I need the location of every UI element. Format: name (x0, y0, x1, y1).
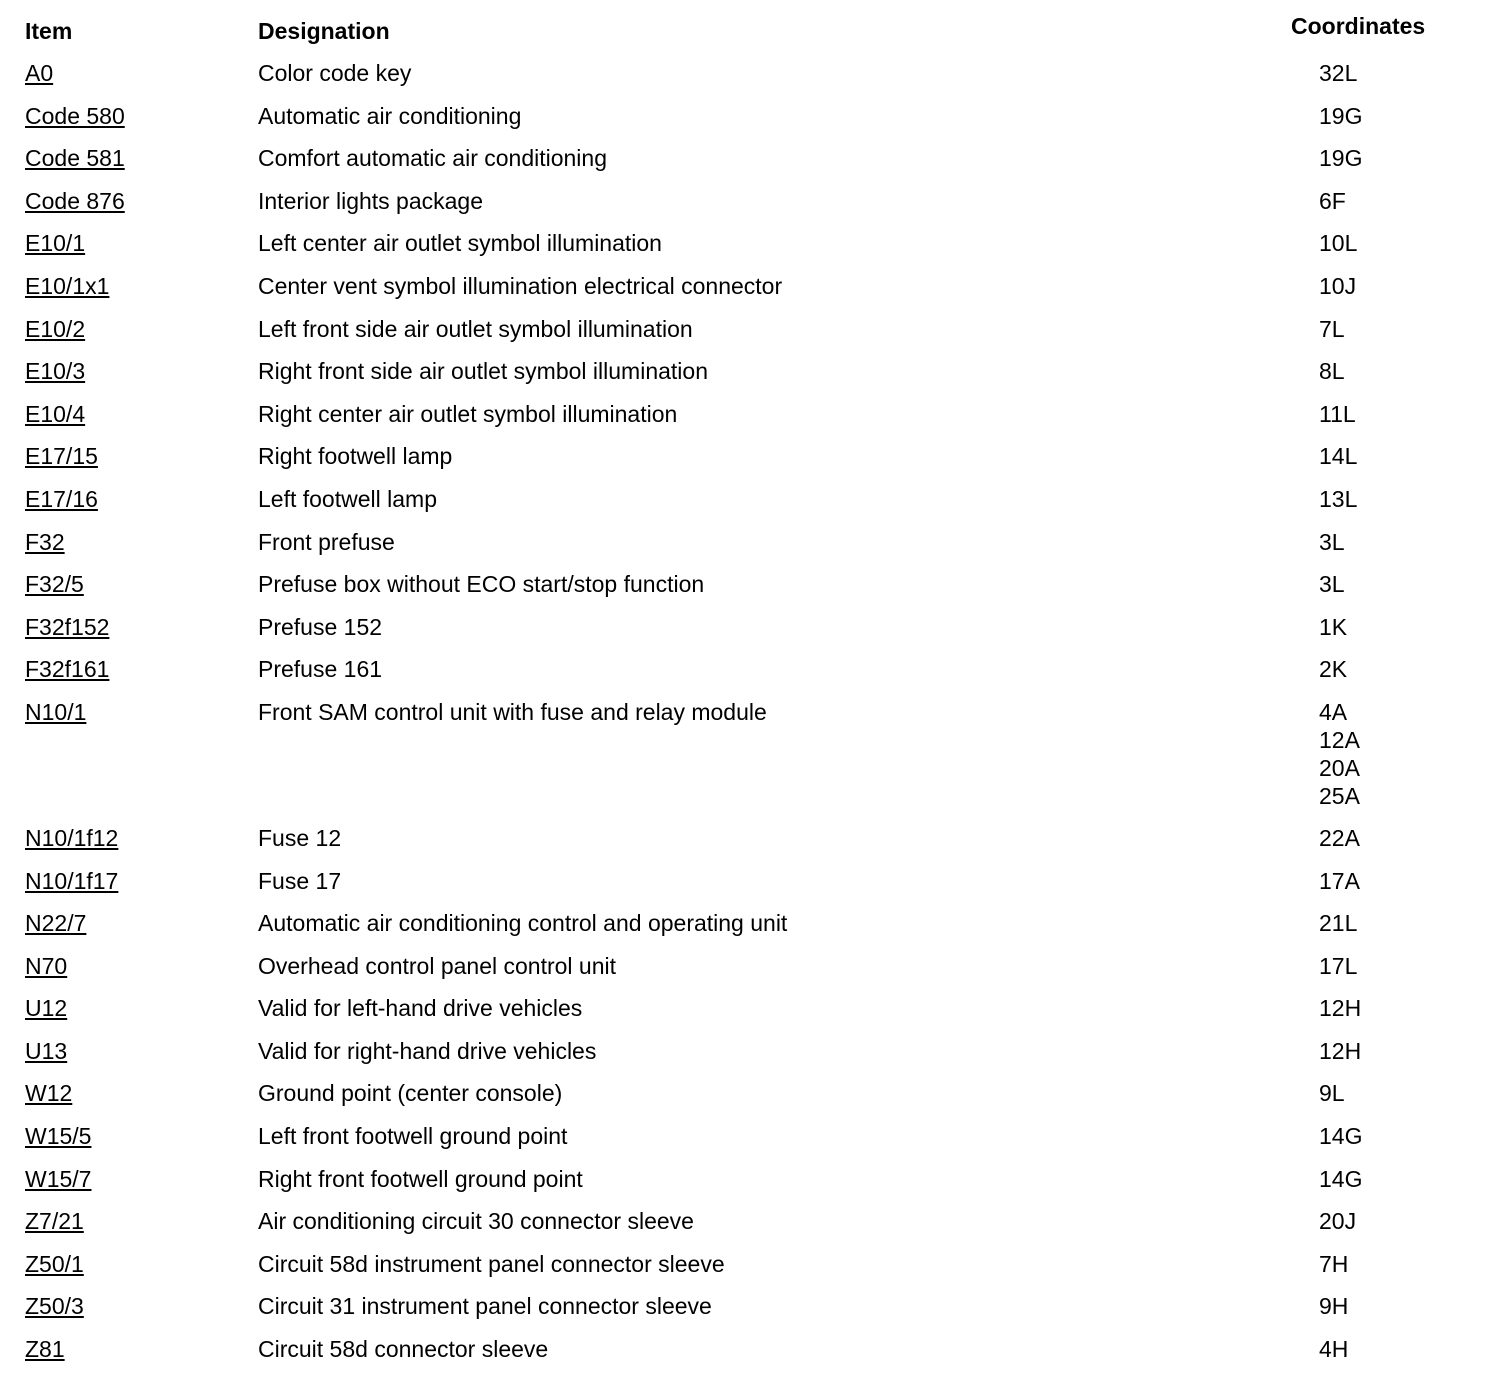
table-row (0, 355, 1504, 398)
designation-text: Ground point (center console) (258, 1080, 563, 1107)
coordinate-value: 32L (1319, 60, 1358, 86)
header-coordinates: Coordinates (1291, 13, 1426, 39)
table-row (0, 568, 1504, 611)
coordinate-value: 9H (1319, 1293, 1349, 1320)
coordinate-value: 7L (1319, 315, 1345, 342)
coordinates-cell (1319, 1250, 1348, 1278)
table-row (0, 1035, 1504, 1078)
table-row (0, 653, 1504, 696)
item-link[interactable]: E10/2 (25, 315, 86, 342)
table-row (0, 1333, 1504, 1376)
item-link[interactable]: F32f161 (25, 656, 110, 683)
coordinates-cell (1319, 1122, 1362, 1150)
coordinate-value: 20A (1319, 754, 1360, 781)
coordinates-cell (1319, 442, 1357, 470)
coordinate-value: 22A (1319, 824, 1360, 851)
item-link[interactable]: U13 (25, 1037, 68, 1064)
coordinates-cell (1319, 59, 1357, 87)
designation-text: Right center air outlet symbol illumination (258, 400, 678, 427)
item-link[interactable]: E10/4 (25, 400, 86, 427)
coordinates-cell (1319, 867, 1360, 895)
table-row (0, 696, 1504, 822)
designation-text: Left footwell lamp (258, 485, 437, 512)
item-link[interactable]: F32f152 (25, 613, 110, 640)
table-row (0, 100, 1504, 143)
coordinate-value: 25A (1319, 782, 1360, 809)
designation-text: Left front side air outlet symbol illumination (258, 315, 693, 342)
coordinate-value: 13L (1319, 485, 1358, 512)
designation-text: Circuit 31 instrument panel connector sleeve (258, 1293, 712, 1320)
coordinate-value: 3L (1319, 528, 1345, 555)
coordinate-value: 3L (1319, 571, 1345, 598)
table-row (0, 907, 1504, 950)
item-link[interactable]: Z81 (25, 1336, 65, 1363)
designation-text: Right front footwell ground point (258, 1165, 583, 1192)
coordinates-cell (1319, 315, 1345, 343)
coordinates-cell (1319, 952, 1357, 980)
coordinates-cell (1319, 909, 1357, 937)
table-row (0, 1205, 1504, 1248)
coordinate-value: 12H (1319, 995, 1362, 1022)
designation-text: Center vent symbol illumination electrical connector (258, 272, 783, 299)
item-link[interactable]: E10/1x1 (25, 272, 110, 299)
coordinate-value: 7H (1319, 1250, 1349, 1277)
designation-text: Front SAM control unit with fuse and relay module (258, 698, 767, 725)
item-link[interactable]: W15/7 (25, 1165, 92, 1192)
designation-text: Interior lights package (258, 187, 484, 214)
designation-text: Fuse 17 (258, 867, 342, 894)
designation-text: Color code key (258, 60, 412, 86)
table-row (0, 185, 1504, 228)
table-row (0, 142, 1504, 185)
coordinate-value: 12H (1319, 1037, 1362, 1064)
coordinates-cell (1319, 528, 1345, 556)
coordinates-cell (1319, 824, 1360, 852)
item-link[interactable]: N10/1f12 (25, 824, 119, 851)
table-row (0, 313, 1504, 356)
coordinate-value: 8L (1319, 358, 1345, 385)
designation-text: Valid for right-hand drive vehicles (258, 1037, 597, 1064)
component-table (0, 57, 1504, 1376)
item-link[interactable]: W12 (25, 1080, 73, 1107)
designation-text: Comfort automatic air conditioning (258, 145, 607, 172)
coordinate-value: 20J (1319, 1208, 1357, 1235)
table-row (0, 57, 1504, 100)
item-link[interactable]: U12 (25, 995, 68, 1022)
item-link[interactable]: Z7/21 (25, 1208, 84, 1235)
table-row (0, 992, 1504, 1035)
coordinates-cell (1319, 994, 1361, 1022)
coordinate-value: 10J (1319, 272, 1357, 299)
coordinate-value: 10L (1319, 230, 1358, 257)
coordinate-value: 11L (1319, 400, 1356, 427)
item-link[interactable]: N10/1 (25, 698, 87, 725)
designation-text: Circuit 58d instrument panel connector sleeve (258, 1250, 725, 1277)
item-link[interactable]: Z50/1 (25, 1250, 84, 1277)
table-row (0, 1163, 1504, 1206)
table-row (0, 1290, 1504, 1333)
item-link[interactable]: W15/5 (25, 1123, 92, 1150)
coordinate-value: 2K (1319, 656, 1348, 683)
table-header (0, 0, 1504, 60)
designation-text: Automatic air conditioning control and operating unit (258, 910, 788, 937)
item-link[interactable]: E17/15 (25, 443, 98, 470)
designation-text: Prefuse 161 (258, 656, 383, 683)
coordinate-value: 6F (1319, 187, 1346, 214)
coordinate-value: 17A (1319, 867, 1360, 894)
item-link[interactable]: F32 (25, 528, 65, 555)
coordinates-cell (1319, 655, 1347, 683)
table-row (0, 483, 1504, 526)
coordinates-cell (1319, 400, 1356, 428)
item-link[interactable]: Code 581 (25, 145, 125, 172)
coordinates-cell (1319, 1292, 1348, 1320)
coordinate-value: 19G (1319, 102, 1363, 129)
item-link[interactable]: E10/1 (25, 230, 86, 257)
designation-text: Circuit 58d connector sleeve (258, 1336, 549, 1363)
table-row (0, 398, 1504, 441)
item-link[interactable]: Code 876 (25, 187, 125, 214)
coordinate-value: 12A (1319, 726, 1360, 753)
designation-text: Prefuse box without ECO start/stop function (258, 571, 705, 598)
designation-text: Prefuse 152 (258, 613, 383, 640)
coordinate-value: 4H (1319, 1336, 1349, 1363)
item-link[interactable]: A0 (25, 60, 54, 86)
coordinates-cell (1319, 102, 1362, 130)
item-link[interactable]: N10/1f17 (25, 867, 119, 894)
table-row (0, 611, 1504, 654)
designation-text: Valid for left-hand drive vehicles (258, 995, 583, 1022)
coordinate-value: 1K (1319, 613, 1348, 640)
coordinate-value: 9L (1319, 1080, 1345, 1107)
table-row (0, 270, 1504, 313)
table-row (0, 865, 1504, 908)
item-link[interactable]: Z50/3 (25, 1293, 84, 1320)
coordinates-cell (1319, 570, 1345, 598)
table-row (0, 822, 1504, 865)
coordinates-cell (1319, 613, 1347, 641)
table-row (0, 440, 1504, 483)
coordinate-value: 14L (1319, 443, 1358, 470)
coordinate-value: 14G (1319, 1123, 1363, 1150)
table-row (0, 526, 1504, 569)
coordinate-value: 4A (1319, 698, 1348, 725)
designation-text: Left front footwell ground point (258, 1123, 568, 1150)
designation-text: Automatic air conditioning (258, 102, 522, 129)
coordinate-value: 17L (1319, 952, 1358, 979)
designation-text: Left center air outlet symbol illumination (258, 230, 662, 257)
coordinates-cell (1319, 187, 1346, 215)
item-link[interactable]: N70 (25, 952, 68, 979)
coordinates-cell (1319, 1207, 1356, 1235)
designation-text: Front prefuse (258, 528, 395, 555)
coordinates-cell (1319, 229, 1357, 257)
coordinates-cell (1319, 1037, 1361, 1065)
coordinates-cell (1319, 698, 1360, 810)
coordinate-value: 19G (1319, 145, 1363, 172)
item-link[interactable]: Code 580 (25, 102, 125, 129)
item-link[interactable]: E10/3 (25, 358, 86, 385)
designation-text: Right footwell lamp (258, 443, 453, 470)
item-link[interactable]: F32/5 (25, 571, 84, 598)
coordinates-cell (1319, 1165, 1362, 1193)
designation-text: Fuse 12 (258, 824, 342, 851)
table-row (0, 1120, 1504, 1163)
coordinates-cell (1319, 272, 1356, 300)
table-row (0, 950, 1504, 993)
coordinates-cell (1319, 357, 1345, 385)
header-designation: Designation (258, 18, 390, 44)
coordinate-value: 14G (1319, 1165, 1363, 1192)
coordinate-value: 21L (1319, 910, 1358, 937)
coordinates-cell (1319, 1079, 1345, 1107)
table-row (0, 227, 1504, 270)
coordinates-cell (1319, 485, 1357, 513)
coordinates-cell (1319, 144, 1362, 172)
designation-text: Air conditioning circuit 30 connector sleeve (258, 1208, 694, 1235)
table-row (0, 1077, 1504, 1120)
item-link[interactable]: E17/16 (25, 485, 98, 512)
designation-text: Overhead control panel control unit (258, 952, 616, 979)
item-link[interactable]: N22/7 (25, 910, 87, 937)
table-row (0, 1248, 1504, 1291)
designation-text: Right front side air outlet symbol illumination (258, 358, 708, 385)
header-item: Item (25, 18, 73, 44)
coordinates-cell (1319, 1335, 1348, 1363)
